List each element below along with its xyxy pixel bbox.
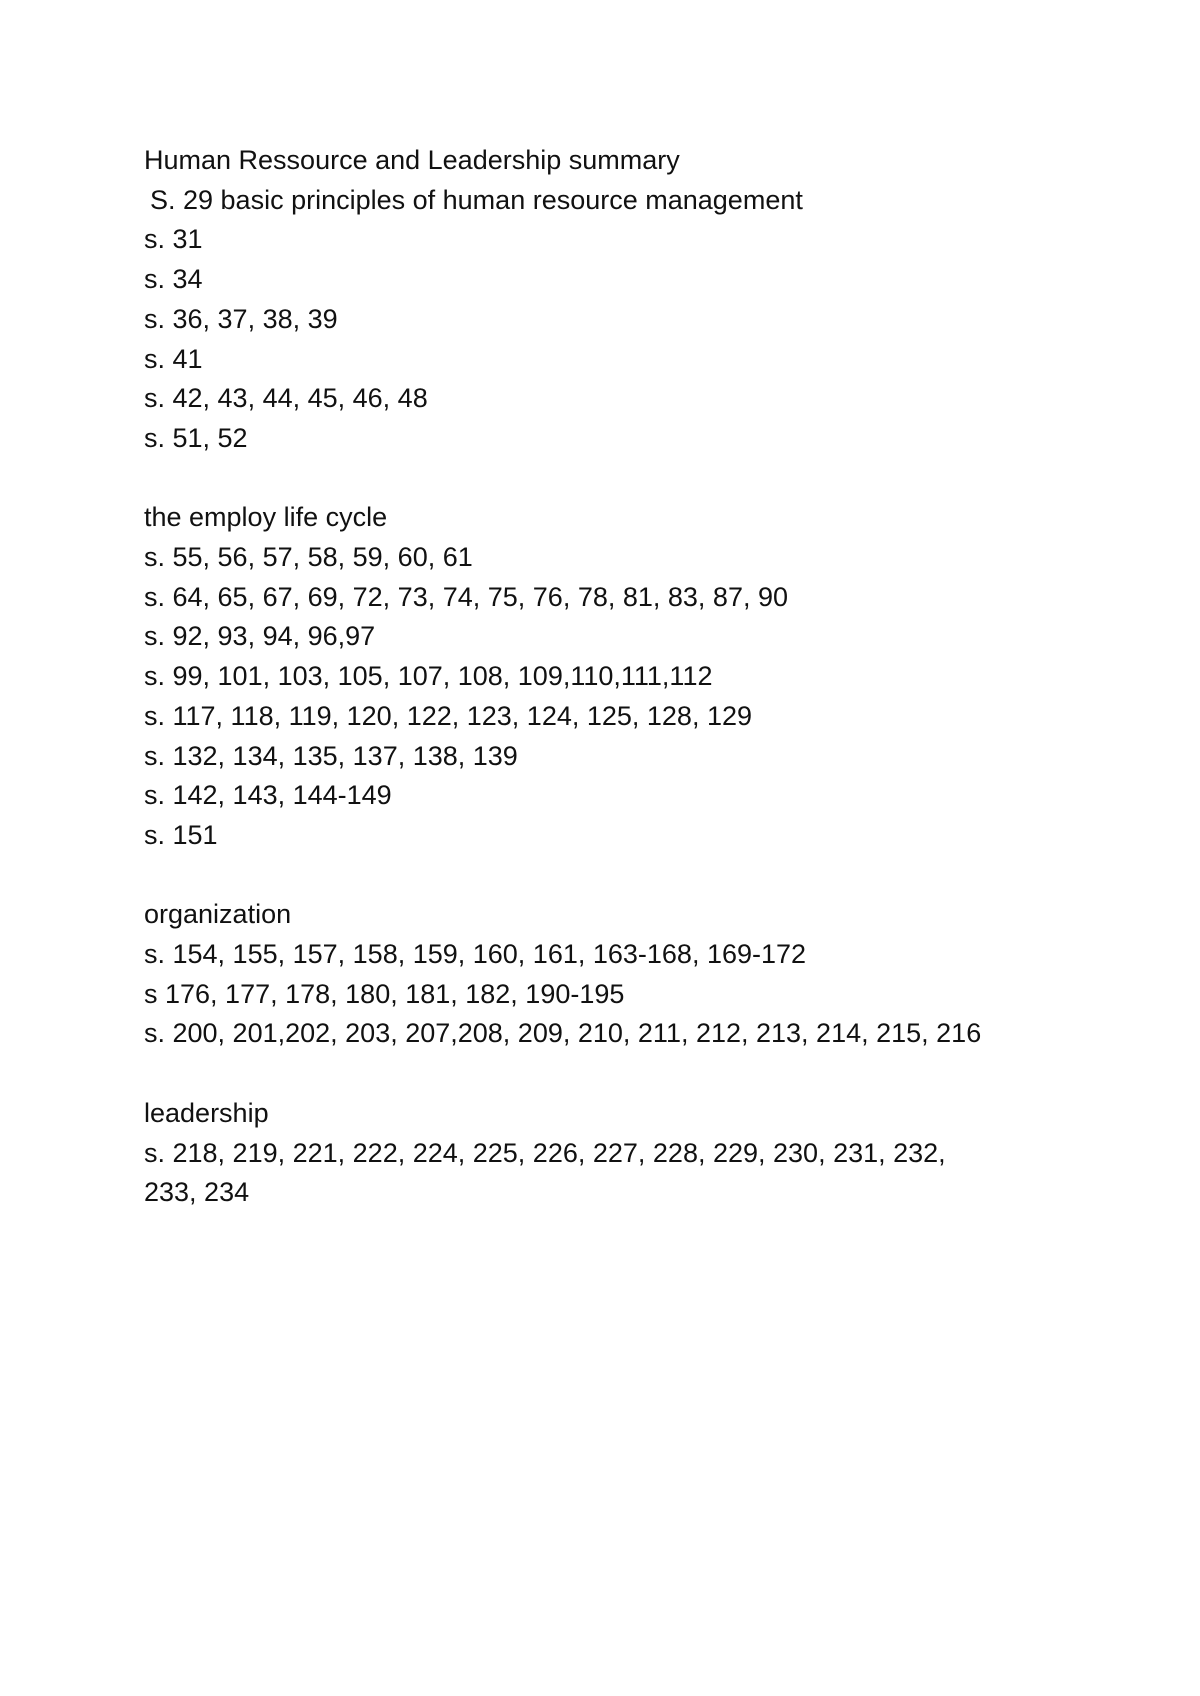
document-title: Human Ressource and Leadership summary	[144, 145, 680, 175]
page-ref-line: 233, 234	[144, 1177, 250, 1208]
section-heading-hr-principles: S. 29 basic principles of human resource management	[150, 184, 803, 215]
page-ref-line: s. 42, 43, 44, 45, 46, 48	[144, 383, 428, 414]
page-ref-line: s. 200, 201,202, 203, 207,208, 209, 210, 211, 212, 213, 214, 215, 216	[144, 1018, 982, 1049]
section-heading-leadership: leadership	[144, 1097, 269, 1128]
page-ref-line: s. 117, 118, 119, 120, 122, 123, 124, 125, 128, 129	[144, 700, 753, 731]
page-ref-line: s. 154, 155, 157, 158, 159, 160, 161, 163-168, 169-172	[144, 939, 807, 970]
page-ref-line: s. 99, 101, 103, 105, 107, 108, 109,110,111,112	[144, 661, 713, 692]
page-ref-line: s. 34	[144, 264, 203, 295]
document-body	[144, 141, 1064, 1213]
paragraph-gap	[144, 856, 1064, 896]
section-heading-organization: organization	[144, 899, 292, 930]
page-ref-line: s. 151	[144, 819, 218, 850]
page-ref-line: s. 142, 143, 144-149	[144, 780, 392, 811]
page-ref-line: s. 218, 219, 221, 222, 224, 225, 226, 227, 228, 229, 230, 231, 232,	[144, 1137, 946, 1168]
page-ref-line: s. 64, 65, 67, 69, 72, 73, 74, 75, 76, 78, 81, 83, 87, 90	[144, 581, 788, 612]
page-ref-line: s. 92, 93, 94, 96,97	[144, 621, 376, 652]
page-ref-line: s. 36, 37, 38, 39	[144, 303, 338, 334]
section-heading-employ-life-cycle: the employ life cycle	[144, 502, 388, 533]
page-ref-line: s. 132, 134, 135, 137, 138, 139	[144, 740, 518, 771]
page-ref-line: s. 31	[144, 224, 203, 255]
page-ref-line: s. 41	[144, 343, 203, 374]
page-ref-line: s. 55, 56, 57, 58, 59, 60, 61	[144, 542, 473, 573]
paragraph-gap	[144, 459, 1064, 499]
page-ref-line: s. 51, 52	[144, 422, 248, 453]
page-ref-line: s 176, 177, 178, 180, 181, 182, 190-195	[144, 978, 625, 1009]
paragraph-gap	[144, 1054, 1064, 1094]
